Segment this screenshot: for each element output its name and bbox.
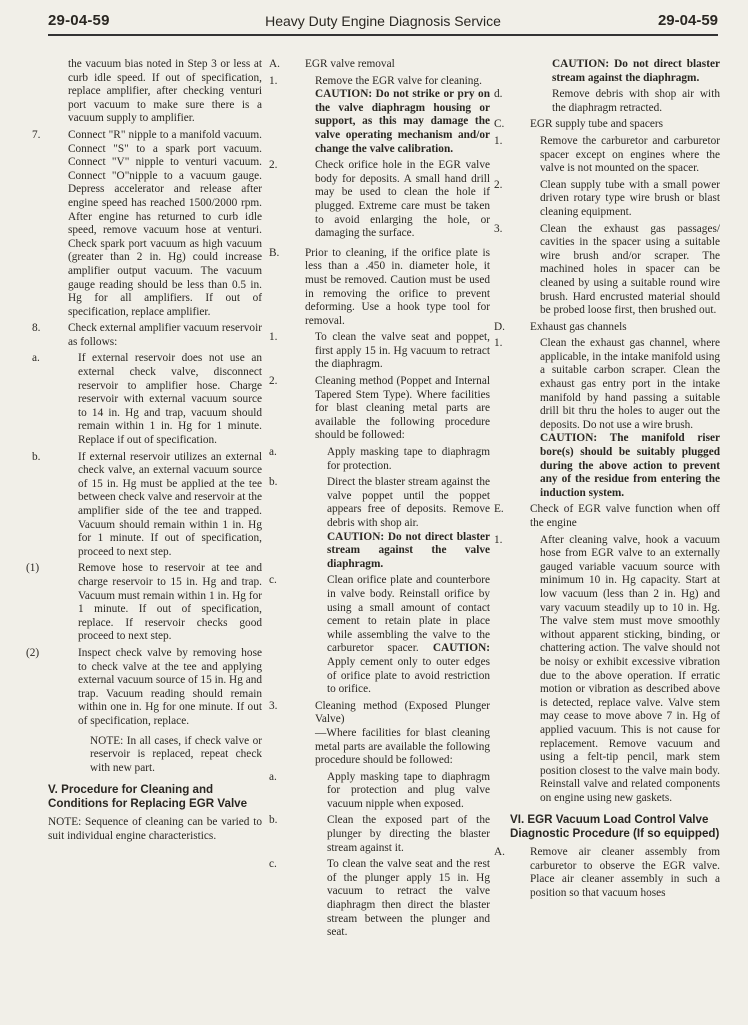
step-8b-1: (1) Remove hose to reservoir at tee and charge reservoir to 15 in. Hg and trap. Vacuum must remain within 1 in. Hg for 1 minute. If out of specification, replace. If reservoir checks good proceed to next step. — [26, 562, 262, 643]
step-6-continued: the vacuum bias noted in Step 3 or less at curb idle speed. If out of specification, replace amplifier, after checking venturi port vacuum to make sure there is a vacuum supply to amplifier. — [68, 58, 262, 125]
item-d-small: d. Remove debris with shop air with the diaphragm retracted. — [494, 88, 720, 114]
section-v-note: NOTE: Sequence of cleaning can be varied to suit individual engine characteristics. — [48, 816, 262, 842]
item-a1: 1. Remove the EGR valve for cleaning. — [269, 74, 482, 87]
item-b3: 3. Cleaning method (Exposed Plunger Valve) — [269, 699, 490, 726]
item-d1: 1. Clean the exhaust gas channel, where applicable, in the intake manifold using a suitable carbon scraper. Clean the exhaust gas entry port in the intake manifold by hand passing a suitable drill bit thru the holes to auger out the deposits. Do not use a wire brush. — [494, 337, 720, 431]
note-replace-part: NOTE: In all cases, if check valve or reservoir is replaced, repeat check with new part. — [90, 734, 262, 774]
page-header — [48, 10, 718, 36]
item-c1: 1. Remove the carburetor and carburetor spacer except on engines where the valve is not mounted on the spacer. — [494, 134, 720, 175]
item-c2: 2. Clean supply tube with a small power driven rotary type wire brush or blast cleaning equipment. — [494, 178, 720, 218]
page-number-left: 29-04-59 — [48, 12, 110, 29]
page-number-right: 29-04-59 — [657, 12, 718, 29]
page-title: Heavy Duty Engine Diagnosis Service — [265, 13, 501, 29]
column-3 — [494, 58, 720, 904]
item-e: E. Check of EGR valve function when off the engine — [494, 503, 720, 529]
item-b2b-caution: CAUTION: Do not direct blaster stream against the valve diaphragm. — [327, 530, 490, 570]
column-1 — [26, 58, 262, 846]
item-c3: 3. Clean the exhaust gas passages/ cavities in the spacer using a suitable wire brush and/or scraper. The machined holes in spacer can be cleaned by using a suitable round wire brush. Hard encrusted material should be probed loose first, then brushed out. — [494, 222, 720, 317]
step-7-number: 7. — [32, 128, 41, 141]
step-8b: b. If external reservoir utilizes an external check valve, an external vacuum source of 15 in. Hg must be applied at the tee between check valve and reservoir at the amplifier side of the tee and trapped. Vacuum should remain within 1 in. Hg for 1 minute. If out of specification, proceed to next step. — [32, 450, 262, 558]
item-b2b: b. Direct the blaster stream against the valve poppet until the poppet appears free of deposits. Remove debris with shop air. — [269, 476, 490, 529]
item-d: D. Exhaust gas channels — [494, 320, 627, 333]
item-c: C. EGR supply tube and spacers — [494, 118, 664, 131]
item-b2a: a. Apply masking tape to diaphragm for protection. — [269, 446, 490, 472]
item-b3b: b. Clean the exposed part of the plunger by directing the blaster stream against it. — [269, 814, 490, 854]
item-b2: 2. Cleaning method (Poppet and Internal Tapered Stem Type). Where facilities for blast cleaning metal parts are available the following procedure should be followed: — [269, 375, 490, 442]
step-8: 8. Check external amplifier vacuum reservoir as follows: — [32, 322, 262, 348]
item-b3-cont: —Where facilities for blast cleaning metal parts are available the following procedure should be followed: — [315, 726, 490, 767]
item-d1-caution: CAUTION: The manifold riser bore(s) should be suitably plugged during the above action to prevent any of the residue from entering the induction system. — [540, 432, 720, 499]
step-8a: a. If external reservoir does not use an external check valve, disconnect reservoir to amplifier hose. Charge reservoir with external vacuum source to 14 in. Hg and trap, vacuum should remain within 1 in. Hg for 1 minute. Replace if out of specification. — [32, 352, 262, 447]
item-a1-caution: CAUTION: Do not strike or pry on the valve diaphragm housing or support, as this may damage the valve operating mechanism and/or change the valve calibration. — [315, 88, 490, 155]
step-7: 7. Connect "R" nipple to a manifold vacuum. Connect "S" to a spark port vacuum. Connect "V" nipple to venturi vacuum. Connect "O"nipple to a vacuum gauge. Depress accelerator and release after engine speed has reached 1500/2000 rpm. After engine has returned to curb idle speed, remove vacuum hose at venturi. Check spark port vacuum as high vacuum (greater than 2 in. Hg) could increase amplifier output vacuum. The vacuum gauge reading should be less than 0.5 in. Hg for all amplifiers. If out of specification, replace amplifier. — [32, 128, 262, 318]
item-b: B. Prior to cleaning, if the orifice plate is less than a .450 in. diameter hole, it must be removed. Caution must be used in removing the orifice to prevent deforming. Use a hook type tool for removal. — [269, 246, 490, 327]
step-8-number: 8. — [32, 322, 41, 335]
item-b3c: c. To clean the valve seat and the rest of the plunger apply 15 in. Hg vacuum to retract the valve diaphragm then direct the blaster stream between the plunger and seat. — [269, 858, 490, 939]
item-e1: 1. After cleaning valve, hook a vacuum hose from EGR valve to an externally gauged variable vacuum source with minimum 10 in. Hg capacity. Start at low vacuum (less than 2 in. Hg) and vary vacuum steadily up to 10 in. Hg. The valve stem must move smoothly without apparent sticking, binding, or chattering action. The valve should not be noisy or exhibit excessive vibration due to the above operation. If erratic motion or vibration as described above is detected, replace valve. Valve stem may cease to move above 7 in. Hg of applied vacuum. This is not cause for replacement. Remove vacuum and using a felt-tip pencil, mark stem position closest to the valve main body. Reinstall valve and related components on engine using new gaskets. — [494, 533, 720, 804]
column-2 — [269, 58, 490, 943]
section-vi-heading: VI. EGR Vacuum Load Control Valve Diagnostic Procedure (If so equipped) — [510, 813, 720, 840]
item-b1: 1. To clean the valve seat and poppet, first apply 15 in. Hg vacuum to retract the diaphragm. — [269, 331, 490, 371]
step-8b-2: (2) Inspect check valve by removing hose to check valve at the tee and applying external vacuum source of 15 in. Hg and trap. Vacuum reading should remain within one in. Hg for one minute. If out of specification, replace. — [26, 646, 262, 727]
caution-diaphragm: CAUTION: Do not direct blaster stream against the diaphragm. — [552, 58, 720, 84]
item-a2: 2. Check orifice hole in the EGR valve body for deposits. A small hand drill may be used to clean the hole if plugged. Extreme care must be taken to avoid enlarging the hole, or damaging the surface. — [269, 159, 490, 240]
item-b2c: c. Clean orifice plate and counterbore in valve body. Reinstall orifice by using a small amount of contact cement to retain plate in place while assembling the valve to the carburetor spacer. CAUTION: Apply cement only to outer edges of orifice plate to avoid restriction to orifice. — [269, 574, 490, 696]
item-a: A. EGR valve removal — [269, 58, 395, 70]
item-b3a: a. Apply masking tape to diaphragm for protection and plug valve vacuum nipple when exposed. — [269, 770, 490, 810]
section-vi-item-a: A. Remove air cleaner assembly from carburetor to observe the EGR valve. Place air cleaner assembly in such a position so that vacuum hoses — [494, 846, 720, 900]
section-v-heading: V. Procedure for Cleaning and Conditions for Replacing EGR Valve — [48, 783, 248, 810]
